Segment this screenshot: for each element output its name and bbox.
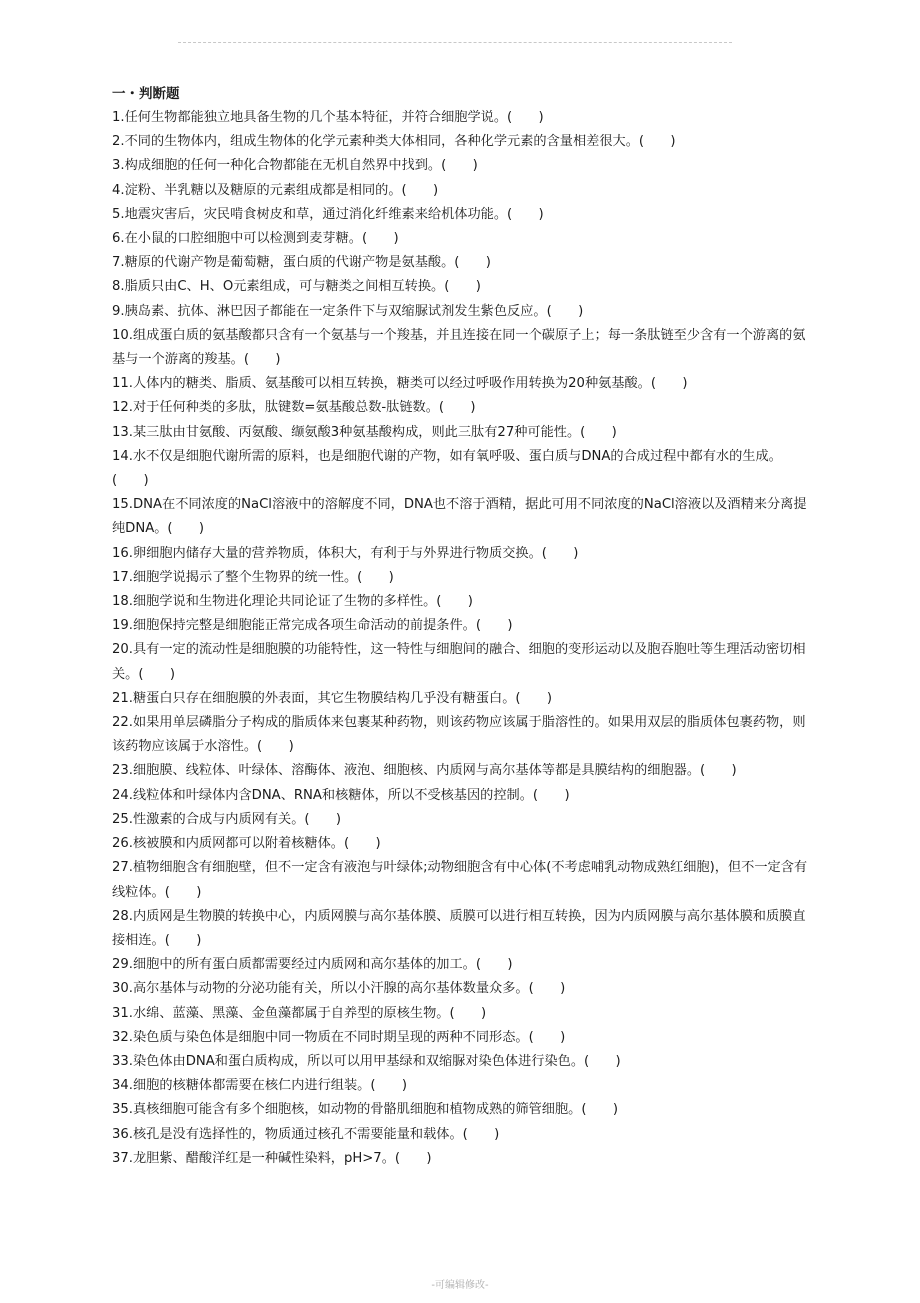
question-item: 37.龙胆紫、醋酸洋红是一种碱性染料，pH>7。( ) xyxy=(112,1150,432,1166)
question-item: 12.对于任何种类的多肽，肽键数=氨基酸总数-肽链数。( ) xyxy=(112,400,476,416)
question-item: 7.糖原的代谢产物是葡萄糖，蛋白质的代谢产物是氨基酸。( ) xyxy=(112,255,491,271)
question-item: 19.细胞保持完整是细胞能正常完成各项生命活动的前提条件。( ) xyxy=(112,618,513,634)
question-item: 1.任何生物都能独立地具备生物的几个基本特征，并符合细胞学说。( ) xyxy=(112,110,544,125)
question-item: 6.在小鼠的口腔细胞中可以检测到麦芽糖。( ) xyxy=(112,231,399,247)
question-item: 35.真核细胞可能含有多个细胞核，如动物的骨骼肌细胞和植物成熟的筛管细胞。( ) xyxy=(112,1102,619,1118)
question-item: 8.脂质只由C、H、O元素组成，可与糖类之间相互转换。( ) xyxy=(112,279,481,295)
question-item: 16.卵细胞内储存大量的营养物质，体积大，有利于与外界进行物质交换。( ) xyxy=(112,545,579,561)
question-item: 24.线粒体和叶绿体内含DNA、RNA和核糖体，所以不受核基因的控制。( ) xyxy=(112,787,570,803)
question-item: 36.核孔是没有选择性的，物质通过核孔不需要能量和载体。( ) xyxy=(112,1126,500,1142)
question-item: 2.不同的生物体内，组成生物体的化学元素种类大体相同，各种化学元素的含量相差很大。( ) xyxy=(112,134,676,150)
page-footer: -可编辑修改- xyxy=(431,1280,489,1291)
question-item: 29.细胞中的所有蛋白质都需要经过内质网和高尔基体的加工。( ) xyxy=(112,957,513,973)
question-item: 3.构成细胞的任何一种化合物都能在无机自然界中找到。( ) xyxy=(112,158,478,174)
question-item: 30.高尔基体与动物的分泌功能有关，所以小汗腺的高尔基体数量众多。( ) xyxy=(112,981,566,997)
question-item: 4.淀粉、半乳糖以及糖原的元素组成都是相同的。( ) xyxy=(112,182,439,198)
question-item: 13.某三肽由甘氨酸、丙氨酸、缬氨酸3种氨基酸构成，则此三肽有27种可能性。( ) xyxy=(112,424,617,440)
question-item: 26.核被膜和内质网都可以附着核糖体。( ) xyxy=(112,836,381,852)
question-item: 21.糖蛋白只存在细胞膜的外表面，其它生物膜结构几乎没有糖蛋白。( ) xyxy=(112,690,553,706)
question-item: 22.如果用单层磷脂分子构成的脂质体来包裹某种药物，则该药物应该属于脂溶性的。如果用双层的脂质体包裹药物，则该药物应该属于水溶性。( ) xyxy=(112,715,806,755)
question-item: 34.细胞的核糖体都需要在核仁内进行组装。( ) xyxy=(112,1078,408,1094)
question-item: 32.染色质与染色体是细胞中同一物质在不同时期呈现的两种不同形态。( ) xyxy=(112,1029,566,1045)
question-item: 18.细胞学说和生物进化理论共同论证了生物的多样性。( ) xyxy=(112,594,473,610)
question-item: 11.人体内的糖类、脂质、氨基酸可以相互转换，糖类可以经过呼吸作用转换为20种氨基酸。( ) xyxy=(112,376,688,392)
question-item: 23.细胞膜、线粒体、叶绿体、溶酶体、液泡、细胞核、内质网与高尔基体等都是具膜结构的细胞器。( ) xyxy=(112,763,737,779)
question-item: 10.组成蛋白质的氨基酸都只含有一个氨基与一个羧基，并且连接在同一个碳原子上；每一条肽链至少含有一个游离的氨基与一个游离的羧基。( ) xyxy=(112,327,806,368)
question-item: 20.具有一定的流动性是细胞膜的功能特性，这一特性与细胞间的融合、细胞的变形运动以及胞吞胞吐等生理活动密切相关。( ) xyxy=(112,642,806,682)
question-item: 31.水绵、蓝藻、黑藻、金鱼藻都属于自养型的原核生物。( ) xyxy=(112,1005,487,1021)
question-item: 25.性激素的合成与内质网有关。( ) xyxy=(112,811,342,827)
question-item: 14.水不仅是细胞代谢所需的原料，也是细胞代谢的产物，如有氧呼吸、蛋白质与DNA的合成过程中都有水的生成。( ) xyxy=(112,448,782,489)
header-divider xyxy=(178,42,732,43)
document-body xyxy=(112,83,812,1171)
question-item: 5.地震灾害后，灾民啃食树皮和草，通过消化纤维素来给机体功能。( ) xyxy=(112,206,544,222)
question-list xyxy=(112,106,812,1171)
question-item: 33.染色体由DNA和蛋白质构成，所以可以用甲基绿和双缩脲对染色体进行染色。( ) xyxy=(112,1053,621,1069)
section-title: 一・判断题 xyxy=(112,86,180,102)
question-item: 9.胰岛素、抗体、淋巴因子都能在一定条件下与双缩脲试剂发生紫色反应。( ) xyxy=(112,303,584,319)
question-item: 27.植物细胞含有细胞壁，但不一定含有液泡与叶绿体;动物细胞含有中心体(不考虑哺乳动物成熟红细胞)，但不一定含有线粒体。( ) xyxy=(112,860,808,900)
question-item: 17.细胞学说揭示了整个生物界的统一性。( ) xyxy=(112,569,394,585)
question-item: 28.内质网是生物膜的转换中心，内质网膜与高尔基体膜、质膜可以进行相互转换，因为内质网膜与高尔基体膜和质膜直接相连。( ) xyxy=(112,908,806,948)
question-item: 15.DNA在不同浓度的NaCl溶液中的溶解度不同，DNA也不溶于酒精，据此可用不同浓度的NaCl溶液以及酒精来分离提纯DNA。( ) xyxy=(112,497,807,537)
